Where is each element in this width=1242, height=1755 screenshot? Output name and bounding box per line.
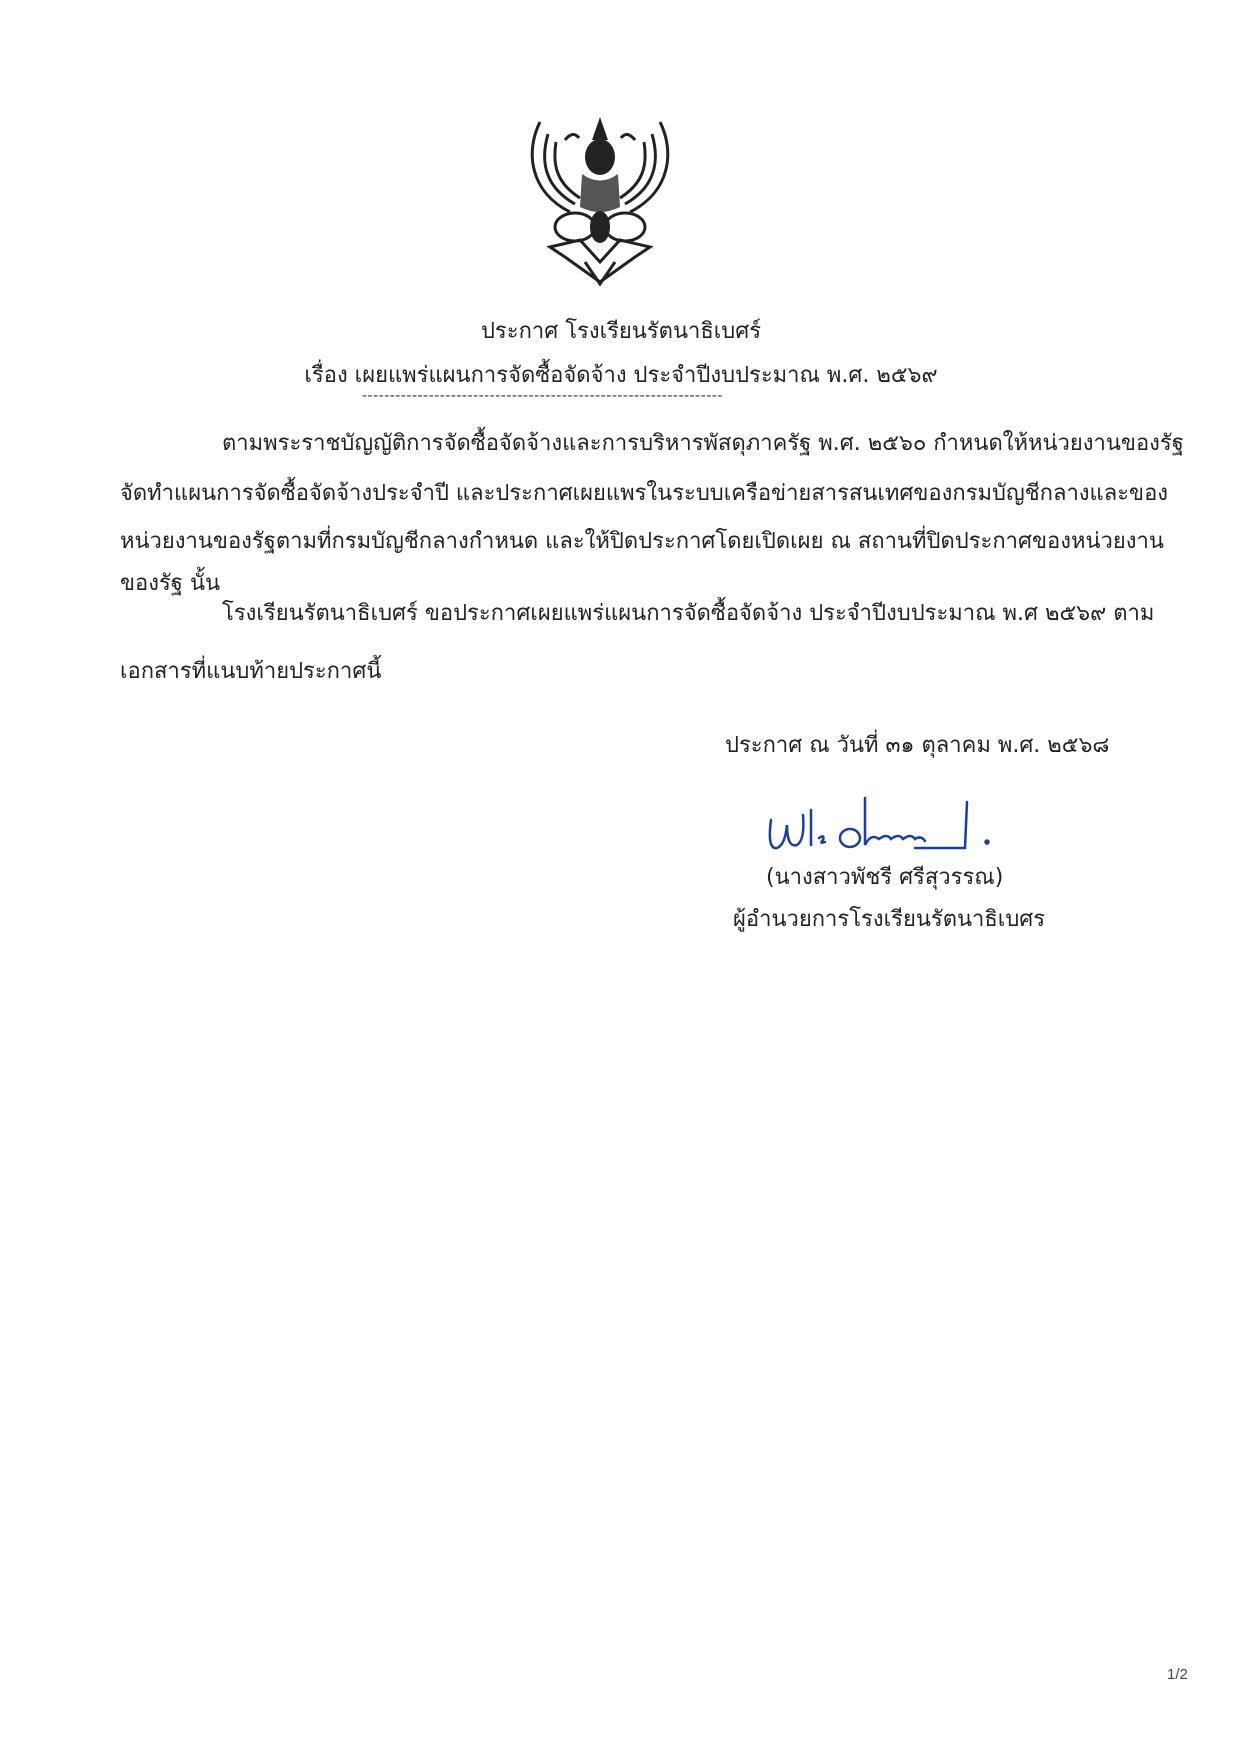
paragraph1-line1: ตามพระราชบัญญัติการจัดซื้อจัดจ้างและการบริหารพัสดุภาครัฐ พ.ศ. ๒๕๖๐ กำหนดให้หน่วยงานของรัฐ xyxy=(222,431,1184,456)
announcement-title: ประกาศ โรงเรียนรัตนาธิเบศร์ xyxy=(480,319,762,344)
divider-line: ----------------------------------------------------------------- xyxy=(362,388,723,404)
paragraph2-line2: เอกสารที่แนบท้ายประกาศนี้ xyxy=(120,659,382,684)
paragraph1-line4: ของรัฐ นั้น xyxy=(120,571,221,596)
paragraph1-line2: จัดทำแผนการจัดซื้อจัดจ้างประจำปี และประกาศเผยแพรในระบบเครือข่ายสารสนเทศของกรมบัญชีกลางและของ xyxy=(120,481,1169,506)
garuda-emblem xyxy=(520,112,680,287)
signature xyxy=(765,790,1005,860)
paragraph2-line1: โรงเรียนรัตนาธิเบศร์ ขอประกาศเผยแพร่แผนการจัดซื้อจัดจ้าง ประจำปีงบประมาณ พ.ศ ๒๕๖๙ ตาม xyxy=(222,601,1155,626)
announcement-date: ประกาศ ณ วันที่ ๓๑ ตุลาคม พ.ศ. ๒๕๖๘ xyxy=(725,733,1110,758)
signer-name: (นางสาวพัชรี ศรีสุวรรณ) xyxy=(766,865,1004,890)
paragraph1-line3: หน่วยงานของรัฐตามที่กรมบัญชีกลางกำหนด และให้ปิดประกาศโดยเปิดเผย ณ สถานที่ปิดประกาศของหน่วยงาน xyxy=(120,529,1164,554)
announcement-subject: เรื่อง เผยแพร่แผนการจัดซื้อจัดจ้าง ประจำปีงบประมาณ พ.ศ. ๒๕๖๙ xyxy=(304,363,938,388)
page-number: 1/2 xyxy=(1167,1666,1188,1683)
signer-position: ผู้อำนวยการโรงเรียนรัตนาธิเบศร xyxy=(733,907,1046,932)
